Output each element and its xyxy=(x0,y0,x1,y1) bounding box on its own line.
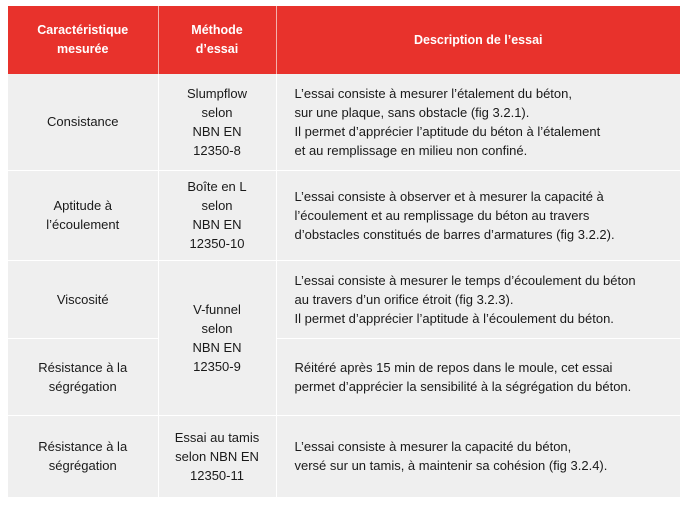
header-text: mesurée xyxy=(57,42,109,56)
cell-text: permet d’apprécier la sensibilité à la ségrégation du béton. xyxy=(294,378,632,394)
header-text: Description de l’essai xyxy=(413,32,543,47)
description-cell xyxy=(276,170,680,260)
cell-text: ségrégation xyxy=(48,458,117,473)
cell-text: 12350-11 xyxy=(190,467,244,483)
cell-text: selon NBN EN xyxy=(175,448,259,464)
description-cell xyxy=(276,338,680,415)
cell-text: Résistance à la xyxy=(38,439,128,454)
header-text: Caractéristique xyxy=(37,23,129,37)
header-characteristic xyxy=(8,6,158,74)
cell-text: L’essai consiste à mesurer l’étalement du béton, xyxy=(294,85,572,101)
cell-text: L’essai consiste à mesurer le temps d’écoulement du béton xyxy=(294,272,636,288)
header-text: d’essai xyxy=(195,42,239,56)
table-row xyxy=(8,170,680,260)
cell-text: Essai au tamis xyxy=(174,429,260,445)
table-row xyxy=(8,415,680,497)
table-row xyxy=(8,338,680,415)
description-cell xyxy=(276,415,680,497)
header-text: Méthode xyxy=(191,23,243,37)
header-description xyxy=(276,6,680,74)
cell-text: 12350-8 xyxy=(193,142,241,158)
cell-text: Viscosité xyxy=(56,291,109,307)
description-cell xyxy=(276,260,680,338)
cell-text: 12350-9 xyxy=(193,358,241,374)
method-cell xyxy=(158,74,276,170)
cell-text: L’essai consiste à observer et à mesurer la capacité à xyxy=(294,188,604,204)
method-cell xyxy=(158,415,276,497)
characteristic-cell xyxy=(8,338,158,415)
cell-text: Réitéré après 15 min de repos dans le moule, cet essai xyxy=(294,359,613,375)
characteristic-cell xyxy=(8,74,158,170)
cell-text: Résistance à la xyxy=(38,359,128,375)
cell-text: NBN EN xyxy=(192,123,242,139)
cell-text: au travers d’un orifice étroit (fig 3.2.3). xyxy=(294,291,514,307)
table-row xyxy=(8,74,680,170)
characteristic-cell xyxy=(8,415,158,497)
table-header-row xyxy=(8,6,680,74)
cell-text: sur une plaque, sans obstacle (fig 3.2.1). xyxy=(294,104,530,120)
cell-text: V-funnel xyxy=(193,301,241,317)
cell-text: L’essai consiste à mesurer la capacité du béton, xyxy=(294,439,572,454)
header-method xyxy=(158,6,276,74)
cell-text: Aptitude à xyxy=(53,198,113,213)
cell-text: 12350-10 xyxy=(189,236,245,251)
cell-text: Il permet d’apprécier l’aptitude du béton à l’étalement xyxy=(294,123,601,139)
cell-text: selon xyxy=(201,198,233,213)
cell-text: ségrégation xyxy=(48,378,117,394)
cell-text: Slumpflow xyxy=(187,85,247,101)
description-cell xyxy=(276,74,680,170)
cell-text: l’écoulement et au remplissage du béton au travers xyxy=(294,207,590,223)
cell-text: d’obstacles constitués de barres d’armatures (fig 3.2.2). xyxy=(294,226,615,242)
method-cell xyxy=(158,260,276,415)
cell-text: Boîte en L xyxy=(187,179,247,194)
cell-text: versé sur un tamis, à maintenir sa cohésion (fig 3.2.4). xyxy=(294,458,608,473)
method-cell xyxy=(158,170,276,260)
table-row xyxy=(8,260,680,338)
cell-text: selon xyxy=(201,104,233,120)
characteristic-cell xyxy=(8,170,158,260)
cell-text: NBN EN xyxy=(192,217,242,232)
cell-text: selon xyxy=(201,320,233,336)
cell-text: NBN EN xyxy=(192,339,242,355)
cell-text: et au remplissage en milieu non confiné. xyxy=(294,142,528,158)
cell-text: l’écoulement xyxy=(46,217,120,232)
characteristic-cell xyxy=(8,260,158,338)
cell-text: Il permet d’apprécier l’aptitude à l’écoulement du béton. xyxy=(294,310,614,326)
cell-text: Consistance xyxy=(46,114,119,130)
test-methods-table xyxy=(8,6,680,498)
